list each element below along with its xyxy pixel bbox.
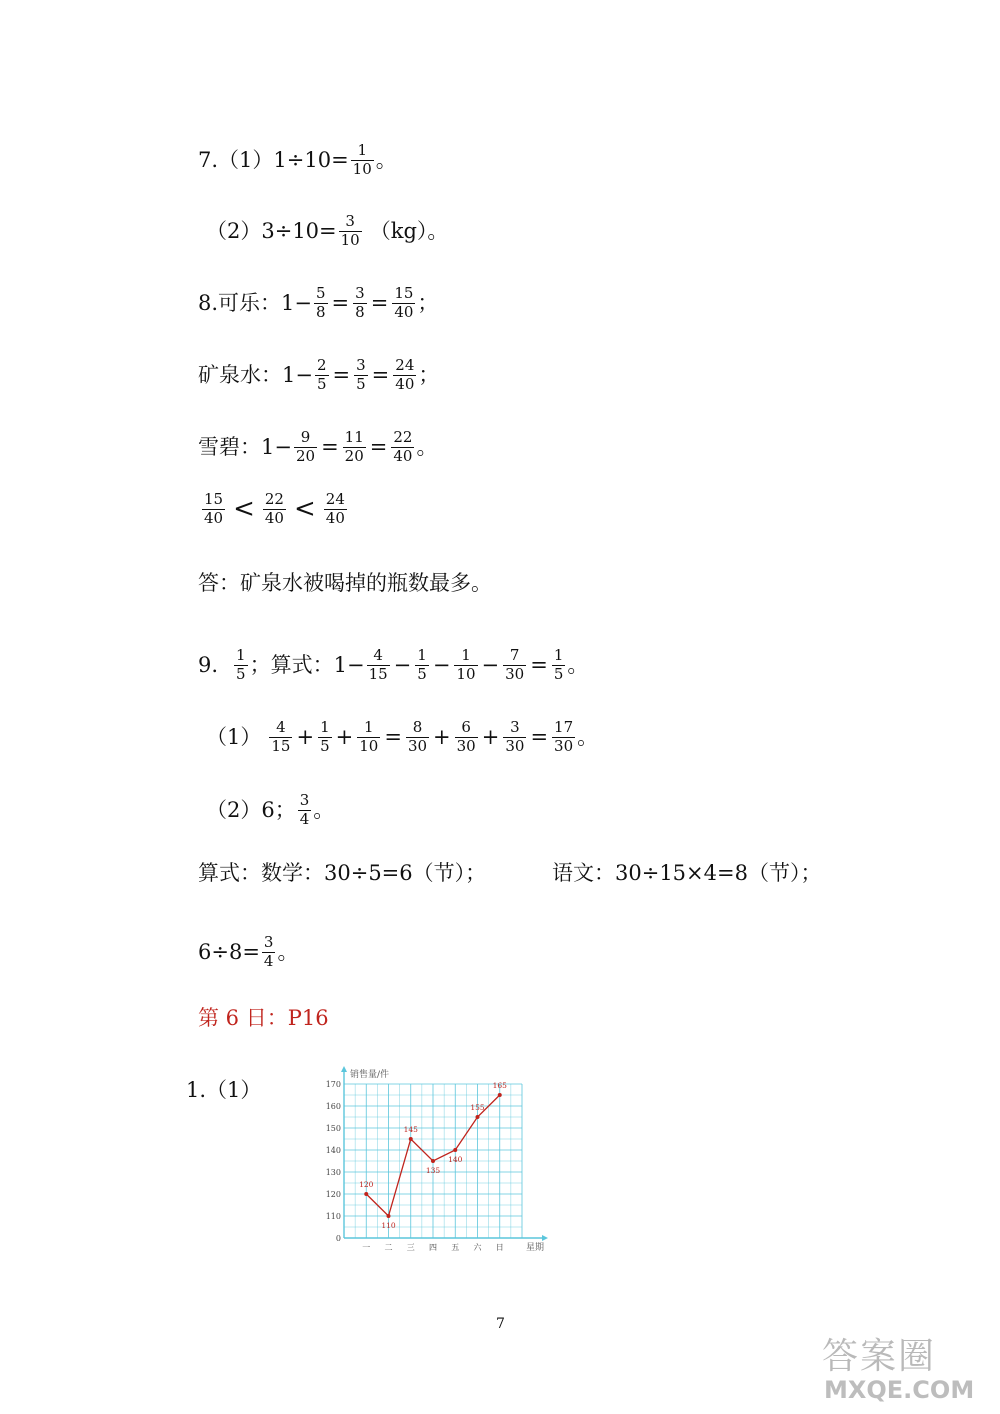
fraction	[357, 720, 380, 755]
denominator: 8	[355, 302, 365, 321]
y-tick-label: 150	[325, 1124, 341, 1133]
x-tick-label: 日	[495, 1243, 504, 1252]
equals-sign: =	[530, 724, 549, 749]
less-than-sign: <	[293, 494, 316, 525]
q7-part1-end: 。	[375, 147, 397, 172]
watermark-name: 答案圈	[822, 1336, 937, 1377]
numerator: 24	[395, 356, 415, 374]
fraction	[391, 430, 414, 465]
q8-water-label: 矿泉水：1−	[198, 362, 313, 387]
fraction	[503, 648, 526, 683]
fraction	[552, 720, 575, 755]
q9-part2	[206, 793, 334, 828]
x-axis-arrow	[542, 1235, 548, 1241]
denominator: 4	[299, 809, 310, 828]
fraction	[351, 143, 374, 178]
q9-label: 9.	[198, 652, 219, 677]
sales-line-chart	[325, 1062, 560, 1253]
numerator: 7	[509, 646, 520, 664]
q9-last-end: 。	[277, 939, 299, 964]
q8-cola-label: 8.可乐：1−	[198, 290, 312, 315]
fraction	[367, 648, 390, 683]
q8-answer: 答：矿泉水被喝掉的瓶数最多。	[198, 571, 492, 595]
denominator: 5	[320, 736, 330, 755]
minus-sign: −	[481, 652, 500, 677]
x-tick-label: 六	[473, 1243, 482, 1252]
denominator: 40	[204, 508, 224, 527]
equals-sign: =	[369, 434, 388, 459]
denominator: 4	[263, 951, 274, 970]
x-tick-label: 四	[429, 1243, 437, 1252]
data-point	[431, 1159, 435, 1163]
fraction	[353, 286, 367, 321]
less-than-sign: <	[233, 494, 255, 525]
numerator: 1	[417, 646, 427, 664]
minus-sign: −	[393, 652, 412, 677]
fraction	[262, 935, 276, 970]
numerator: 24	[325, 490, 345, 508]
q9-end: 。	[567, 652, 589, 677]
fraction	[454, 648, 477, 683]
fraction	[269, 720, 292, 755]
q8-sprite-label: 雪碧：1−	[198, 434, 292, 459]
fraction	[552, 648, 566, 683]
day6-q1-label: 1.（1）	[186, 1078, 262, 1102]
fraction	[392, 286, 415, 321]
numerator: 4	[373, 646, 383, 664]
numerator: 22	[393, 428, 413, 446]
q9-part1	[206, 720, 598, 755]
fraction	[263, 492, 286, 527]
numerator: 3	[263, 933, 274, 951]
numerator: 8	[412, 718, 423, 736]
fraction	[202, 492, 225, 527]
numerator: 3	[345, 212, 355, 230]
fraction	[339, 214, 362, 249]
q9-part2-label: （2）6；	[206, 797, 296, 822]
denominator: 30	[505, 664, 525, 683]
numerator: 1	[320, 718, 330, 736]
y-tick-label: 120	[325, 1190, 341, 1199]
y-tick-label: 140	[325, 1146, 341, 1155]
q8-water	[198, 358, 439, 393]
q8-cola-end: ；	[417, 290, 439, 315]
q8-cola	[198, 286, 438, 321]
denominator: 20	[295, 446, 316, 465]
q7-part1	[198, 143, 397, 178]
q8-comparison	[200, 492, 349, 527]
denominator: 10	[352, 159, 372, 178]
page-number: 7	[496, 1316, 505, 1332]
data-point	[498, 1093, 502, 1097]
chart-xlabel: 星期	[526, 1243, 545, 1253]
equals-sign: =	[384, 724, 402, 749]
fraction	[298, 793, 312, 828]
plus-sign: +	[296, 724, 315, 749]
q9-part1-end: 。	[577, 724, 599, 749]
numerator: 3	[299, 791, 310, 809]
q8-water-end: ；	[418, 362, 440, 387]
q7-part2-label: （2）3÷10=	[206, 218, 337, 243]
denominator: 5	[236, 664, 246, 683]
numerator: 3	[356, 356, 366, 374]
y-tick-label: 160	[325, 1102, 341, 1111]
denominator: 30	[554, 736, 574, 755]
data-label: 110	[381, 1221, 396, 1230]
data-point	[409, 1137, 413, 1141]
q7-part2-end: （kg）。	[369, 218, 449, 243]
equals-sign: =	[530, 652, 548, 677]
minus-sign: −	[432, 652, 451, 677]
y-axis-arrow	[341, 1066, 347, 1072]
fraction	[415, 648, 429, 683]
denominator: 30	[407, 736, 428, 755]
data-point	[387, 1214, 391, 1218]
fraction	[503, 720, 526, 755]
numerator: 3	[355, 284, 365, 302]
numerator: 1	[364, 718, 374, 736]
y-tick-label: 110	[325, 1212, 341, 1221]
denominator: 40	[325, 508, 345, 527]
q8-sprite-end: 。	[416, 434, 438, 459]
numerator: 9	[300, 428, 311, 446]
denominator: 5	[356, 374, 366, 393]
q9-formula-label: ；算式：1−	[249, 652, 365, 677]
numerator: 6	[461, 718, 471, 736]
data-point	[364, 1192, 368, 1196]
q9-part2-end: 。	[313, 797, 335, 822]
denominator: 10	[456, 664, 476, 683]
denominator: 30	[505, 736, 525, 755]
denominator: 10	[340, 230, 360, 249]
equals-sign: =	[321, 434, 339, 459]
data-label: 145	[403, 1125, 418, 1134]
data-label: 140	[448, 1155, 463, 1164]
numerator: 4	[276, 718, 286, 736]
plus-sign: +	[433, 724, 451, 749]
fraction	[314, 286, 328, 321]
denominator: 15	[368, 664, 388, 683]
numerator: 15	[204, 490, 224, 508]
equals-sign: =	[370, 290, 389, 315]
fraction	[406, 720, 429, 755]
equals-sign: =	[331, 290, 350, 315]
fraction	[294, 430, 317, 465]
x-tick-label: 五	[451, 1243, 460, 1252]
denominator: 40	[394, 302, 414, 321]
numerator: 1	[553, 646, 564, 664]
chart-ylabel: 销售量/件	[350, 1070, 390, 1080]
denominator: 20	[344, 446, 364, 465]
denominator: 5	[553, 664, 564, 683]
numerator: 5	[316, 284, 326, 302]
equals-sign: =	[371, 362, 390, 387]
plus-sign: +	[481, 724, 500, 749]
data-point	[453, 1148, 457, 1152]
numerator: 1	[461, 646, 471, 664]
q7-part1-label: 7.（1）1÷10=	[198, 147, 349, 172]
fraction	[318, 720, 332, 755]
x-tick-label: 三	[406, 1243, 415, 1252]
day6-heading: 第 6 日：P16	[198, 1006, 329, 1030]
x-tick-label: 二	[384, 1243, 393, 1252]
watermark	[822, 1326, 992, 1406]
fraction	[354, 358, 368, 393]
q9-last	[198, 935, 298, 970]
equals-sign: =	[332, 362, 351, 387]
denominator: 5	[316, 374, 327, 393]
data-point	[476, 1115, 480, 1119]
watermark-url: MXQE.COM	[824, 1376, 975, 1404]
fraction	[455, 720, 478, 755]
fraction	[315, 358, 329, 393]
denominator: 40	[264, 508, 284, 527]
q7-part2	[206, 214, 448, 249]
denominator: 10	[359, 736, 379, 755]
plus-sign: +	[335, 724, 354, 749]
fraction	[234, 648, 248, 683]
data-label: 155	[470, 1103, 485, 1112]
y-tick-label: 0	[335, 1234, 341, 1243]
q9-last-label: 6÷8=	[198, 939, 260, 964]
numerator: 1	[236, 646, 246, 664]
fraction	[324, 492, 347, 527]
numerator: 11	[344, 428, 364, 446]
denominator: 40	[393, 446, 413, 465]
denominator: 15	[271, 736, 291, 755]
fraction	[343, 430, 366, 465]
y-tick-label: 130	[325, 1168, 341, 1177]
numerator: 17	[554, 718, 574, 736]
numerator: 1	[357, 141, 367, 159]
q9-formula	[198, 648, 588, 683]
data-label: 120	[359, 1180, 374, 1189]
denominator: 30	[456, 736, 476, 755]
numerator: 2	[316, 356, 327, 374]
q9-formula-math: 算式：数学：30÷5=6（节）；	[198, 861, 487, 885]
q8-sprite	[198, 430, 437, 465]
y-tick-label: 170	[325, 1080, 341, 1089]
x-tick-label: 一	[362, 1243, 371, 1252]
data-label: 165	[492, 1081, 507, 1090]
denominator: 40	[395, 374, 415, 393]
numerator: 15	[394, 284, 414, 302]
numerator: 22	[264, 490, 284, 508]
denominator: 5	[417, 664, 427, 683]
numerator: 3	[510, 718, 520, 736]
denominator: 8	[316, 302, 326, 321]
fraction	[393, 358, 416, 393]
q9-formula-chinese: 语文：30÷15×4=8（节）；	[552, 861, 822, 885]
q9-part1-label: （1）	[206, 724, 262, 749]
data-label: 135	[425, 1166, 441, 1175]
